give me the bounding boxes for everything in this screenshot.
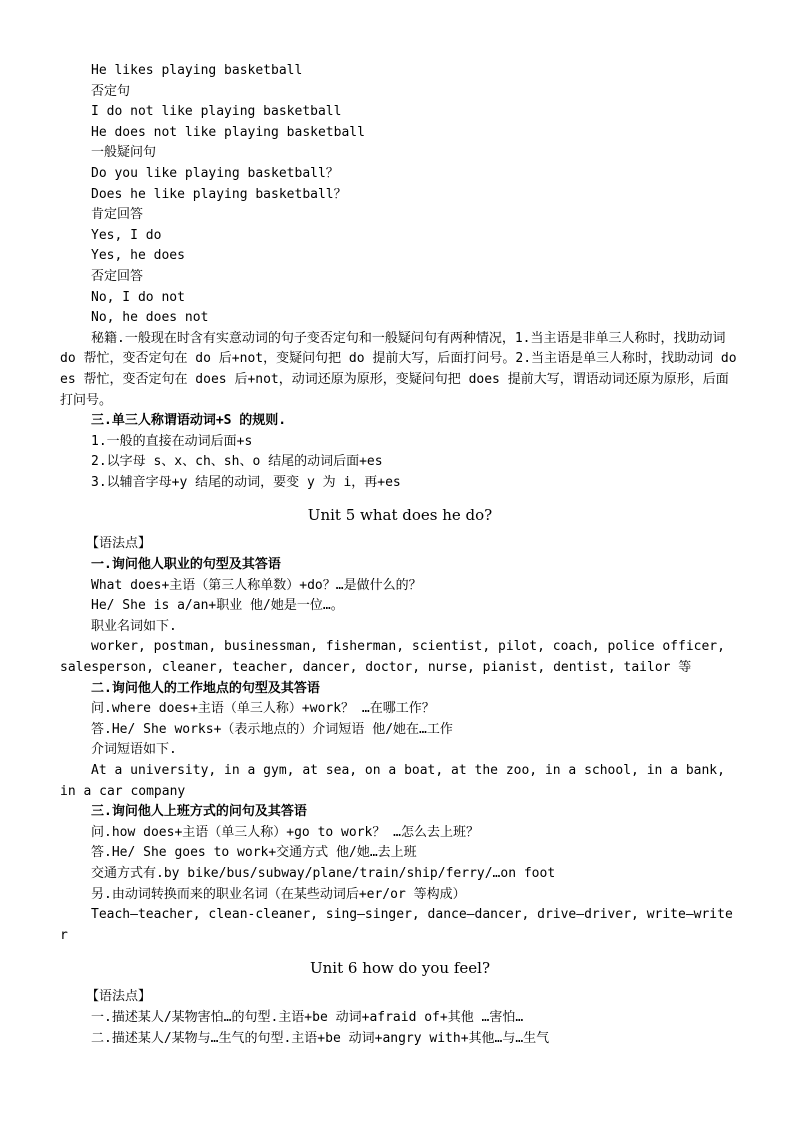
derived-noun-list: Teach—teacher, clean-cleaner, sing—singer, dance—dancer, drive—driver, write—writer — [60, 907, 733, 943]
example-sentence: Do you like playing basketball？ — [91, 165, 339, 181]
section-heading: 三.询问他人上班方式的问句及其答语 — [91, 804, 307, 820]
pattern-line: He/ She is a/an+职业 他/她是一位…。 — [91, 598, 344, 614]
example-sentence: Does he like playing basketball？ — [91, 186, 347, 202]
unit5-title: Unit 5 what does he do? — [307, 506, 493, 525]
example-sentence: No, I do not — [91, 289, 185, 305]
pattern-line: 介词短语如下. — [91, 742, 177, 758]
example-sentence: He likes playing basketball — [91, 63, 303, 78]
rule-item: 3.以辅音字母+y 结尾的动词，要变 y 为 i，再+es — [91, 474, 401, 490]
pattern-line: 问.how does+主语（单三人称）+go to work？ …怎么去上班？ — [91, 824, 480, 840]
grammar-label: 【语法点】 — [86, 989, 152, 1005]
place-list: At a university, in a gym, at sea, on a boat, at the zoo, in a school, in a bank, in a car company — [60, 763, 725, 799]
example-sentence: He does not like playing basketball — [91, 124, 365, 140]
label-negative-answer: 否定回答 — [91, 268, 144, 284]
pattern-line: What does+主语（第三人称单数）+do？…是做什么的？ — [91, 577, 422, 593]
document-body — [60, 61, 740, 1049]
section-heading: 二.询问他人的工作地点的句型及其答语 — [91, 680, 320, 696]
pattern-line: 职业名词如下. — [91, 618, 177, 634]
example-sentence: No, he does not — [91, 310, 209, 326]
job-list: worker, postman, businessman, fisherman, scientist, pilot, coach, police officer, salesperson, cleaner, teacher, dancer, doctor, nurse, pianist, dentist, tailor 等 — [60, 639, 725, 676]
example-sentence: Yes, I do — [91, 227, 162, 243]
secret-tip-paragraph: 秘籍.一般现在时含有实意动词的句子变否定句和一般疑问句有两种情况，1.当主语是非单三人称时，找助动词 do 帮忙，变否定句在 do 后+not，变疑问句把 do 提前大写，后面打问号。2.当主语是单三人称时，找助动词 does 帮忙，变否定句在 does 后+not，动词还原为原形，变疑问句把 does 提前大写，谓语动词还原为原形，后面打问号。 — [60, 330, 737, 408]
rule-item: 2.以字母 s、x、ch、sh、o 结尾的动词后面+es — [91, 454, 383, 470]
unit6-title: Unit 6 how do you feel? — [310, 959, 490, 978]
label-positive-answer: 肯定回答 — [91, 207, 144, 223]
rules-heading: 三.单三人称谓语动词+S 的规则. — [91, 413, 287, 429]
rule-item: 1.一般的直接在动词后面+s — [91, 433, 253, 449]
pattern-line: 二.描述某人/某物与…生气的句型.主语+be 动词+angry with+其他…与…生气 — [91, 1030, 550, 1046]
section-heading: 一.询问他人职业的句型及其答语 — [91, 557, 281, 573]
pattern-line: 答.He/ She goes to work+交通方式 他/她…去上班 — [91, 845, 417, 861]
pattern-line: 另.由动词转换而来的职业名词（在某些动词后+er/or 等构成） — [91, 886, 466, 902]
example-sentence: Yes, he does — [91, 248, 185, 264]
label-question: 一般疑问句 — [91, 145, 157, 161]
label-negative: 否定句 — [91, 83, 131, 99]
pattern-line: 一.描述某人/某物害怕…的句型.主语+be 动词+afraid of+其他 …害怕… — [91, 1009, 524, 1025]
grammar-label: 【语法点】 — [86, 536, 152, 552]
pattern-line: 问.where does+主语（单三人称）+work？ …在哪工作？ — [91, 701, 435, 717]
pattern-line: 答.He/ She works+（表示地点的）介词短语 他/她在…工作 — [91, 721, 453, 737]
pattern-line: 交通方式有.by bike/bus/subway/plane/train/ship/ferry/…on foot — [91, 865, 556, 881]
example-sentence: I do not like playing basketball — [91, 104, 342, 120]
